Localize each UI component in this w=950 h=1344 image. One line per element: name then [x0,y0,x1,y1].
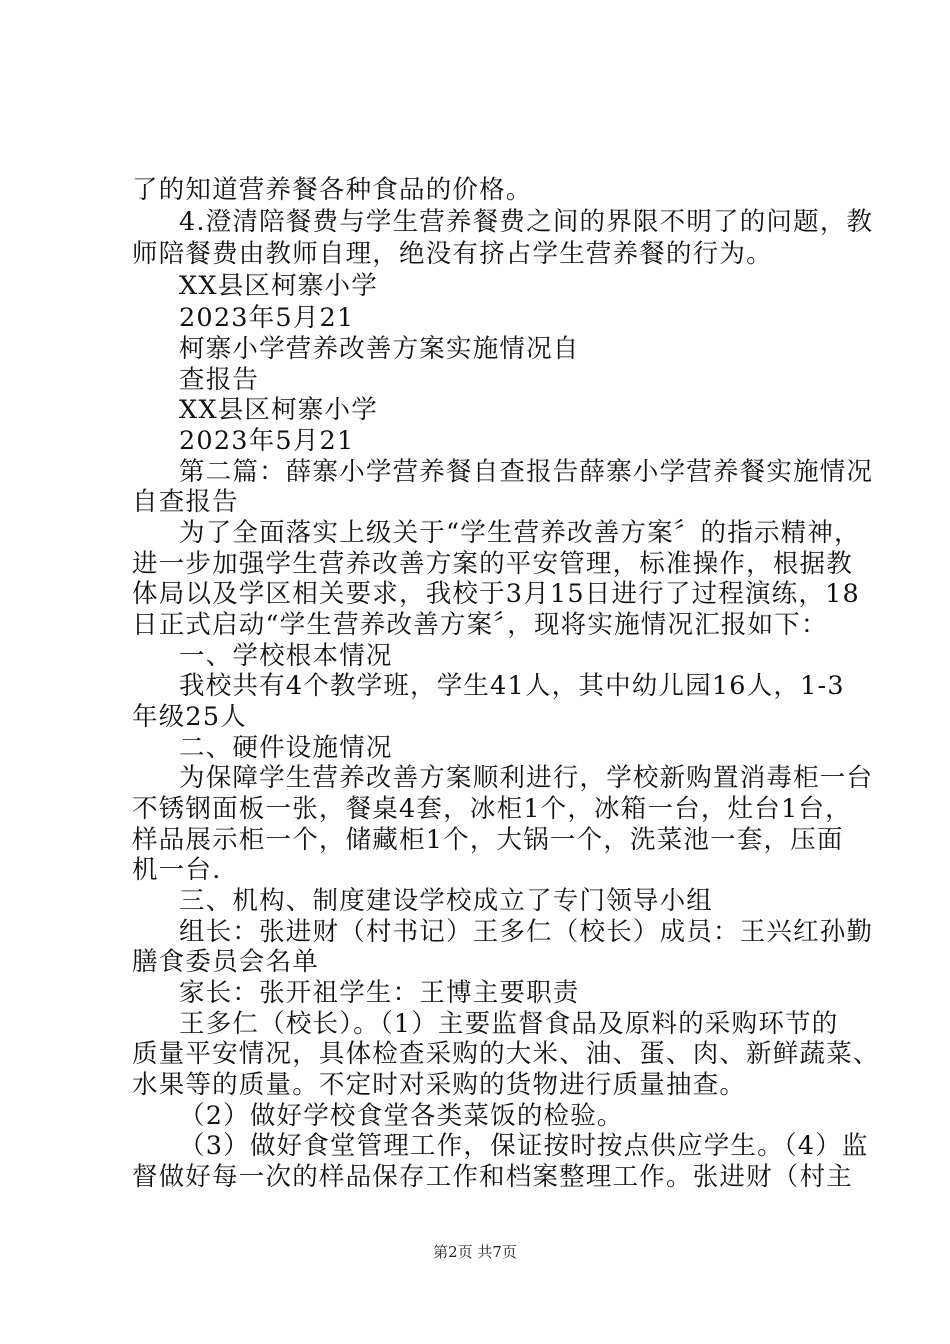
text-line: 家长：张开祖学生：王博主要职责 [179,978,580,1008]
text-line: （3）做好食堂管理工作，保证按时按点供应学生。（4）监 [179,1131,869,1161]
text-line: 第二篇：薛寨小学营养餐自查报告薛寨小学营养餐实施情况 [179,457,874,487]
text-line: 样品展示柜一个，储藏柜1个，大锅一个，洗菜池一套，压面 [132,825,844,855]
text-line: 师陪餐费由教师自理，绝没有挤占学生营养餐的行为。 [132,239,773,269]
text-line: 机一台. [132,855,222,885]
text-line: 2023年5月21 [179,303,355,333]
text-line: 水果等的质量。不定时对采购的货物进行质量抽查。 [132,1070,747,1100]
text-line: 体局以及学区相关要求，我校于3月15日进行了过程演练，18 [132,579,860,609]
text-line: 为了全面落实上级关于“学生营养改善方案〞的指示精神， [179,518,861,548]
text-line: 柯寨小学营养改善方案实施情况自 [179,334,580,364]
text-line: 三、机构、制度建设学校成立了专门领导小组 [179,886,714,916]
text-line: （2）做好学校食堂各类菜饭的检验。 [179,1101,624,1131]
text-line: 进一步加强学生营养改善方案的平安管理，标准操作，根据教 [132,549,853,579]
text-line: 我校共有4个教学班，学生41人，其中幼儿园16人，1-3 [179,671,845,701]
text-line: 自查报告 [132,487,239,517]
text-line: 4.澄清陪餐费与学生营养餐费之间的界限不明了的问题，教 [179,207,874,237]
text-line: 查报告 [179,365,260,395]
text-line: 督做好每一次的样品保存工作和档案整理工作。张进财（村主 [132,1162,853,1192]
text-line: XX县区柯寨小学 [179,271,378,301]
text-line: 为保障学生营养改善方案顺利进行，学校新购置消毒柜一台 [179,763,874,793]
text-line: 组长：张进财（村书记）王多仁（校长）成员：王兴红孙勤 [179,917,874,947]
text-line: 二、硬件设施情况 [179,733,393,763]
text-line: XX县区柯寨小学 [179,395,378,425]
text-line: 日正式启动“学生营养改善方案〞，现将实施情况汇报如下： [132,610,828,640]
text-line: 2023年5月21 [179,426,355,456]
text-line: 王多仁（校长）。（1）主要监督食品及原料的采购环节的 [179,1009,839,1039]
page-footer: 第2页 共7页 [433,1243,517,1261]
text-line: 年级25人 [132,702,247,732]
text-line: 一、学校根本情况 [179,641,393,671]
text-line: 了的知道营养餐各种食品的价格。 [132,175,533,205]
text-line: 膳食委员会名单 [132,947,319,977]
text-line: 质量平安情况，具体检查采购的大米、油、蛋、肉、新鲜蔬菜、 [132,1039,880,1069]
text-line: 不锈钢面板一张，餐桌4套，冰柜1个，冰箱一台，灶台1台， [132,794,852,824]
